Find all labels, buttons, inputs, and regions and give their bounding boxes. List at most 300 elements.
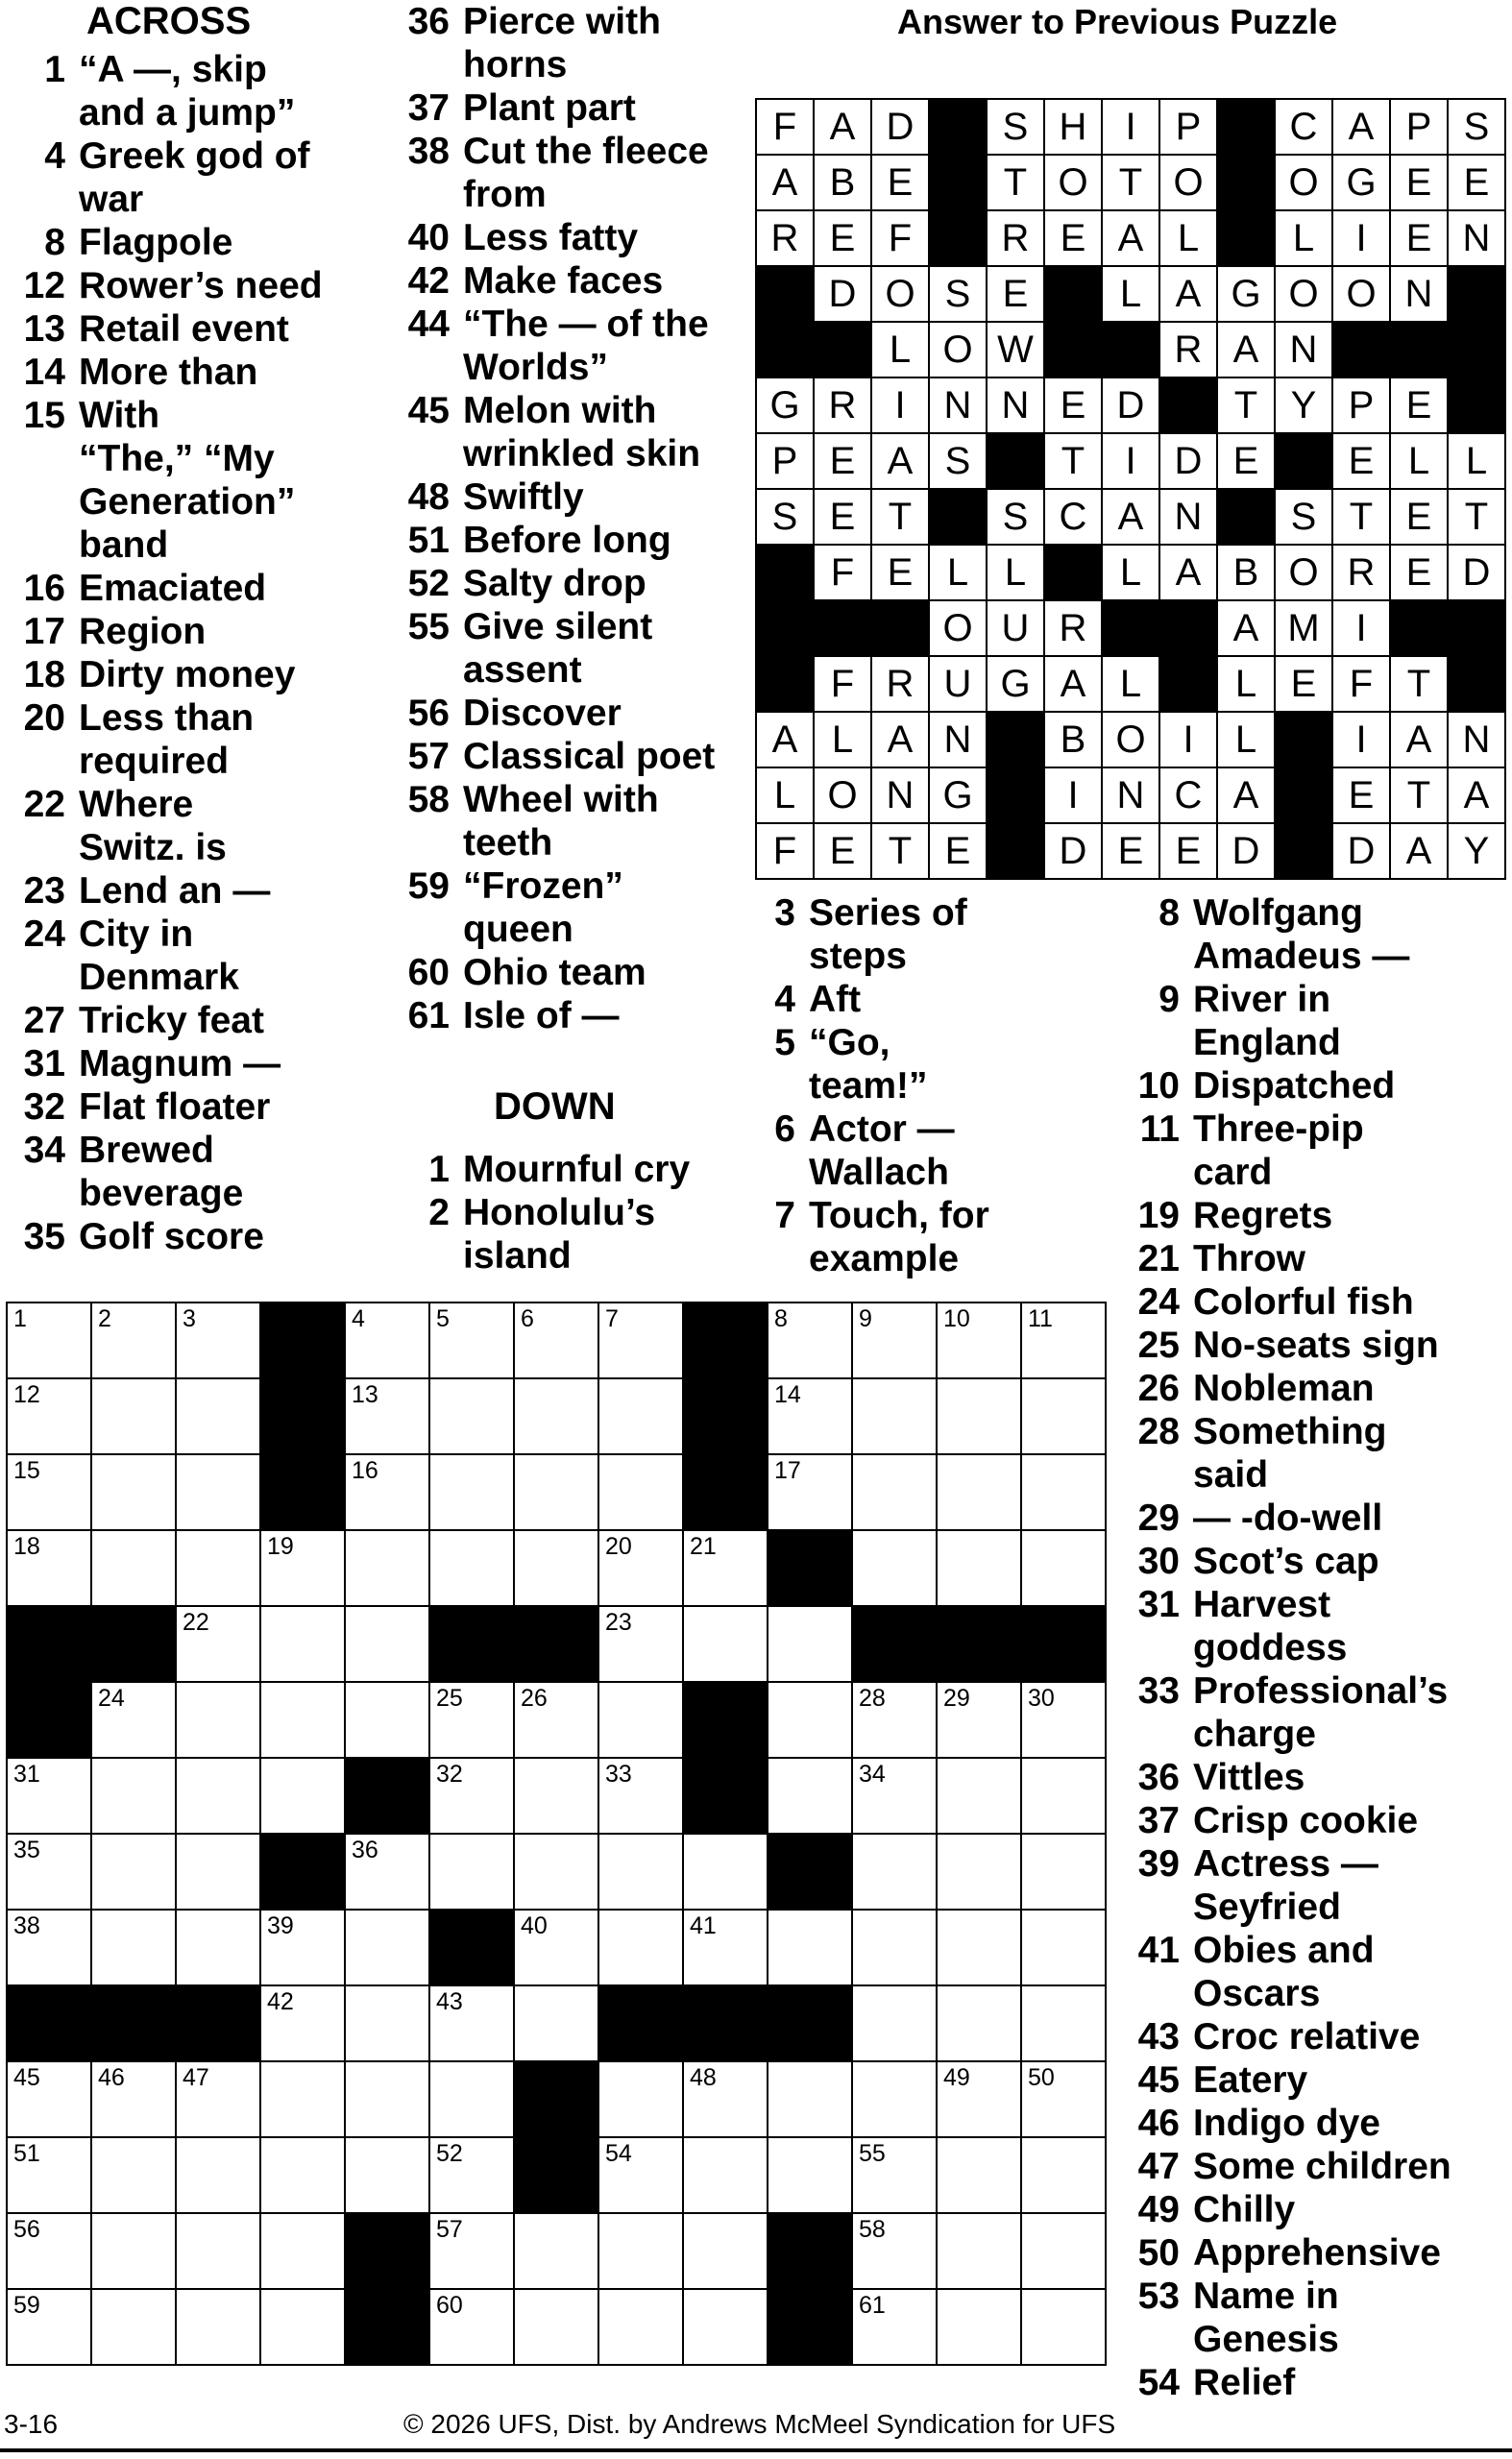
puzzle-cell[interactable]: [345, 1834, 429, 1910]
puzzle-cell[interactable]: [176, 1834, 260, 1910]
cell-number: 4: [352, 1305, 365, 1332]
across-clue-15: [10, 394, 384, 567]
clue-number: 45: [1137, 2059, 1180, 2101]
clue-text-line: Discover: [463, 693, 622, 734]
black-square: [929, 155, 987, 210]
puzzle-cell[interactable]: [937, 2289, 1021, 2365]
puzzle-cell[interactable]: [768, 1606, 852, 1682]
puzzle-cell[interactable]: [768, 1682, 852, 1758]
puzzle-cell[interactable]: [852, 1378, 937, 1454]
cell-number: 35: [13, 1837, 40, 1863]
puzzle-cell[interactable]: [176, 1378, 260, 1454]
puzzle-cell[interactable]: [7, 1303, 91, 1378]
clue-text-line: “Frozen”: [463, 865, 623, 907]
puzzle-cell[interactable]: [1021, 2289, 1106, 2365]
across-clue-61: [394, 994, 768, 1037]
clue-text-line: Some children: [1193, 2146, 1451, 2187]
clue-text-line: Something: [1193, 1411, 1387, 1452]
puzzle-cell[interactable]: [598, 1910, 683, 1985]
puzzle-cell[interactable]: [1021, 1834, 1106, 1910]
puzzle-cell[interactable]: [768, 1758, 852, 1834]
answer-cell: L: [987, 545, 1044, 600]
puzzle-cell[interactable]: [937, 1303, 1021, 1378]
puzzle-cell[interactable]: [91, 1910, 176, 1985]
puzzle-cell[interactable]: [91, 1682, 176, 1758]
puzzle-cell[interactable]: [514, 1985, 598, 2061]
cell-number: 48: [690, 2064, 717, 2091]
puzzle-cell[interactable]: [429, 1985, 514, 2061]
puzzle-cell[interactable]: [683, 2137, 768, 2213]
clue-text-line: Dispatched: [1193, 1065, 1396, 1107]
puzzle-cell[interactable]: [345, 1985, 429, 2061]
puzzle-cell[interactable]: [852, 1682, 937, 1758]
cell-number: 54: [605, 2140, 632, 2167]
down-clue-50: [1124, 2231, 1499, 2275]
cell-number: 2: [98, 1305, 111, 1332]
puzzle-cell[interactable]: [598, 1606, 683, 1682]
clue-text-line: More than: [79, 352, 258, 393]
puzzle-cell[interactable]: [176, 1910, 260, 1985]
down-clue-4: [740, 978, 1114, 1021]
puzzle-cell[interactable]: [852, 1758, 937, 1834]
across-clue-56: [394, 692, 768, 735]
puzzle-row: [7, 1682, 1106, 1758]
puzzle-cell[interactable]: [176, 2213, 260, 2289]
clue-number: 50: [1137, 2232, 1180, 2274]
puzzle-cell[interactable]: [429, 1454, 514, 1530]
puzzle-cell[interactable]: [598, 2289, 683, 2365]
answer-cell: G: [1332, 155, 1390, 210]
puzzle-cell[interactable]: [852, 1454, 937, 1530]
puzzle-cell[interactable]: [7, 2137, 91, 2213]
black-square: [1217, 489, 1275, 545]
puzzle-cell[interactable]: [176, 2061, 260, 2137]
answer-cell: P: [1159, 99, 1217, 155]
answer-cell: E: [871, 155, 929, 210]
answer-cell: R: [756, 210, 814, 266]
down-clue-36: [1124, 1756, 1499, 1799]
puzzle-cell[interactable]: [937, 1378, 1021, 1454]
puzzle-cell[interactable]: [429, 2213, 514, 2289]
clue-number: 51: [407, 520, 450, 561]
puzzle-cell[interactable]: [514, 1910, 598, 1985]
puzzle-cell[interactable]: [852, 1303, 937, 1378]
puzzle-cell[interactable]: [514, 1682, 598, 1758]
puzzle-cell[interactable]: [683, 2213, 768, 2289]
clue-number: 37: [407, 87, 450, 129]
puzzle-cell[interactable]: [429, 2061, 514, 2137]
footer-left: 3-16: [4, 2409, 59, 2439]
clue-number: 36: [407, 1, 450, 42]
clue-text-line: Vittles: [1193, 1757, 1305, 1798]
puzzle-cell[interactable]: [7, 1834, 91, 1910]
cell-number: 10: [943, 1305, 970, 1332]
across-clue-17: [10, 610, 384, 653]
puzzle-cell[interactable]: [176, 1606, 260, 1682]
puzzle-cell[interactable]: [937, 1682, 1021, 1758]
answer-cell: N: [1159, 489, 1217, 545]
answer-cell: F: [1332, 656, 1390, 712]
clue-number: 6: [774, 1108, 795, 1150]
clue-text-line: Cut the fleece: [463, 131, 709, 172]
answer-cell: A: [1390, 712, 1448, 767]
across-clue-52: [394, 562, 768, 605]
puzzle-cell[interactable]: [429, 1303, 514, 1378]
answer-cell: D: [1448, 545, 1505, 600]
answer-cell: G: [987, 656, 1044, 712]
puzzle-row: [7, 2213, 1106, 2289]
puzzle-cell[interactable]: [598, 2061, 683, 2137]
answer-cell: B: [1217, 545, 1275, 600]
clue-text-line: island: [463, 1235, 572, 1277]
answer-cell: E: [1390, 377, 1448, 433]
puzzle-cell[interactable]: [598, 2213, 683, 2289]
puzzle-cell[interactable]: [598, 1303, 683, 1378]
puzzle-cell[interactable]: [768, 2137, 852, 2213]
puzzle-cell[interactable]: [260, 2289, 345, 2365]
puzzle-cell[interactable]: [852, 1910, 937, 1985]
puzzle-cell[interactable]: [514, 1758, 598, 1834]
puzzle-cell[interactable]: [429, 2137, 514, 2213]
puzzle-cell[interactable]: [429, 2289, 514, 2365]
puzzle-cell[interactable]: [514, 1378, 598, 1454]
puzzle-cell[interactable]: [768, 1303, 852, 1378]
puzzle-cell[interactable]: [345, 2061, 429, 2137]
clue-text-line: beverage: [79, 1173, 244, 1214]
puzzle-cell[interactable]: [345, 1682, 429, 1758]
down-clue-53: [1124, 2275, 1499, 2361]
puzzle-cell[interactable]: [1021, 2213, 1106, 2289]
clue-text-line: Flagpole: [79, 222, 233, 263]
puzzle-cell[interactable]: [429, 1834, 514, 1910]
puzzle-cell[interactable]: [429, 1682, 514, 1758]
puzzle-cell[interactable]: [683, 2289, 768, 2365]
puzzle-cell[interactable]: [514, 1303, 598, 1378]
clue-text-line: Regrets: [1193, 1195, 1333, 1236]
puzzle-cell[interactable]: [345, 1910, 429, 1985]
puzzle-cell[interactable]: [91, 1378, 176, 1454]
across-clue-13: [10, 307, 384, 351]
puzzle-cell[interactable]: [683, 2061, 768, 2137]
clue-number: 12: [23, 265, 65, 306]
puzzle-cell[interactable]: [176, 1530, 260, 1606]
clue-number: 31: [1137, 1584, 1180, 1625]
puzzle-cell[interactable]: [852, 2061, 937, 2137]
puzzle-cell[interactable]: [260, 1985, 345, 2061]
clue-number: 57: [407, 736, 450, 777]
puzzle-cell[interactable]: [176, 2289, 260, 2365]
clue-number: 56: [407, 693, 450, 734]
puzzle-cell[interactable]: [937, 2137, 1021, 2213]
puzzle-cell[interactable]: [852, 2289, 937, 2365]
puzzle-cell[interactable]: [768, 1910, 852, 1985]
black-square: [7, 1682, 91, 1758]
clue-number: 24: [23, 913, 65, 955]
clue-text-line: said: [1193, 1454, 1269, 1496]
puzzle-cell[interactable]: [598, 1834, 683, 1910]
puzzle-row: [7, 1758, 1106, 1834]
clue-number: 19: [1137, 1195, 1180, 1236]
answer-cell: A: [871, 433, 929, 489]
clue-number: 22: [23, 784, 65, 825]
puzzle-cell[interactable]: [852, 1985, 937, 2061]
across-clue-38: [394, 130, 768, 216]
puzzle-cell[interactable]: [1021, 2137, 1106, 2213]
cell-number: 24: [98, 1685, 125, 1712]
puzzle-cell[interactable]: [937, 1758, 1021, 1834]
puzzle-cell[interactable]: [937, 1910, 1021, 1985]
black-square: [1448, 600, 1505, 656]
clue-text-line: “The,” “My: [79, 438, 275, 479]
puzzle-cell[interactable]: [260, 2213, 345, 2289]
puzzle-cell[interactable]: [91, 2289, 176, 2365]
black-square: [1332, 322, 1390, 377]
clue-text-line: goddess: [1193, 1627, 1348, 1668]
puzzle-cell[interactable]: [937, 1834, 1021, 1910]
puzzle-cell[interactable]: [260, 1606, 345, 1682]
puzzle-cell[interactable]: [598, 2137, 683, 2213]
puzzle-cell[interactable]: [768, 2061, 852, 2137]
puzzle-cell[interactable]: [514, 2289, 598, 2365]
puzzle-cell[interactable]: [91, 1530, 176, 1606]
clue-number: 26: [1137, 1368, 1180, 1409]
puzzle-cell[interactable]: [1021, 2061, 1106, 2137]
black-square: [1275, 433, 1332, 489]
clue-number: 20: [23, 697, 65, 739]
puzzle-cell[interactable]: [1021, 1303, 1106, 1378]
answer-row: [756, 377, 1505, 433]
puzzle-cell[interactable]: [260, 1758, 345, 1834]
clue-text-line: card: [1193, 1152, 1273, 1193]
puzzle-cell[interactable]: [7, 1910, 91, 1985]
puzzle-cell[interactable]: [768, 1454, 852, 1530]
clue-text-line: Actor —: [809, 1108, 955, 1150]
black-square: [1102, 600, 1159, 656]
clue-text-line: Colorful fish: [1193, 1281, 1414, 1323]
answer-cell: I: [1332, 712, 1390, 767]
puzzle-cell[interactable]: [7, 1378, 91, 1454]
black-square: [1217, 155, 1275, 210]
puzzle-cell[interactable]: [598, 1454, 683, 1530]
answer-cell: N: [929, 377, 987, 433]
across-clue-44: [394, 303, 768, 389]
black-square: [91, 1606, 176, 1682]
down-clue-11: [1124, 1108, 1499, 1194]
answer-cell: D: [1159, 433, 1217, 489]
answer-cell: S: [1448, 99, 1505, 155]
clue-text-line: With: [79, 395, 160, 436]
down-clue-26: [1124, 1367, 1499, 1410]
black-square: [683, 1985, 768, 2061]
puzzle-cell[interactable]: [514, 1834, 598, 1910]
puzzle-cell[interactable]: [429, 1378, 514, 1454]
puzzle-cell[interactable]: [937, 1985, 1021, 2061]
black-square: [1159, 656, 1217, 712]
puzzle-cell[interactable]: [91, 1454, 176, 1530]
puzzle-cell[interactable]: [852, 1530, 937, 1606]
answer-row: [756, 767, 1505, 823]
puzzle-cell[interactable]: [91, 1303, 176, 1378]
black-square: [1275, 823, 1332, 879]
answer-cell: T: [1448, 489, 1505, 545]
puzzle-cell[interactable]: [260, 1682, 345, 1758]
down-clue-47: [1124, 2145, 1499, 2188]
clue-number: 16: [23, 568, 65, 609]
puzzle-cell[interactable]: [176, 1758, 260, 1834]
puzzle-cell[interactable]: [937, 2061, 1021, 2137]
black-square: [756, 545, 814, 600]
puzzle-row: [7, 1454, 1106, 1530]
puzzle-cell[interactable]: [1021, 1530, 1106, 1606]
puzzle-cell[interactable]: [598, 1378, 683, 1454]
clue-number: 52: [407, 563, 450, 604]
puzzle-cell[interactable]: [176, 1303, 260, 1378]
puzzle-cell[interactable]: [1021, 1758, 1106, 1834]
puzzle-cell[interactable]: [176, 1454, 260, 1530]
cell-number: 14: [774, 1381, 801, 1408]
puzzle-cell[interactable]: [1021, 1454, 1106, 1530]
answer-cell: E: [1275, 656, 1332, 712]
puzzle-row: [7, 2061, 1106, 2137]
puzzle-cell[interactable]: [598, 1758, 683, 1834]
puzzle-cell[interactable]: [683, 1910, 768, 1985]
answer-cell: H: [1044, 99, 1102, 155]
puzzle-cell[interactable]: [429, 1758, 514, 1834]
puzzle-cell[interactable]: [345, 2137, 429, 2213]
clue-number: 42: [407, 260, 450, 302]
puzzle-cell[interactable]: [7, 1758, 91, 1834]
cell-number: 32: [436, 1761, 463, 1788]
clue-text-line: Less than: [79, 697, 255, 739]
puzzle-cell[interactable]: [683, 1606, 768, 1682]
black-square: [1021, 1606, 1106, 1682]
black-square: [683, 1378, 768, 1454]
puzzle-cell[interactable]: [514, 2213, 598, 2289]
cell-number: 33: [605, 1761, 632, 1788]
answer-cell: T: [1044, 433, 1102, 489]
puzzle-cell[interactable]: [91, 2061, 176, 2137]
black-square: [1217, 99, 1275, 155]
answer-cell: L: [756, 767, 814, 823]
clue-text-line: Tricky feat: [79, 1000, 264, 1041]
puzzle-cell[interactable]: [7, 2289, 91, 2365]
puzzle-cell[interactable]: [937, 1530, 1021, 1606]
clue-text-line: Retail event: [79, 308, 289, 350]
clue-text-line: teeth: [463, 822, 553, 864]
puzzle-cell[interactable]: [1021, 1682, 1106, 1758]
puzzle-cell[interactable]: [768, 1378, 852, 1454]
puzzle-cell[interactable]: [852, 1834, 937, 1910]
puzzle-row: [7, 1530, 1106, 1606]
puzzle-cell[interactable]: [345, 1454, 429, 1530]
puzzle-cell[interactable]: [7, 1454, 91, 1530]
down-clue-33: [1124, 1669, 1499, 1756]
puzzle-cell[interactable]: [7, 2061, 91, 2137]
puzzle-cell[interactable]: [683, 1834, 768, 1910]
clue-number: 9: [1158, 979, 1180, 1020]
puzzle-row: [7, 1303, 1106, 1378]
answer-cell: O: [1332, 266, 1390, 322]
answer-row: [756, 656, 1505, 712]
puzzle-cell[interactable]: [91, 2213, 176, 2289]
answer-cell: S: [1275, 489, 1332, 545]
clue-text-line: Classical poet: [463, 736, 716, 777]
clue-text-line: Isle of —: [463, 995, 620, 1036]
answer-cell: N: [1390, 266, 1448, 322]
clue-number: 31: [23, 1043, 65, 1084]
puzzle-cell[interactable]: [852, 2213, 937, 2289]
puzzle-cell[interactable]: [1021, 1985, 1106, 2061]
puzzle-cell[interactable]: [514, 1454, 598, 1530]
black-square: [260, 1378, 345, 1454]
across-clue-20: [10, 696, 384, 783]
puzzle-cell[interactable]: [91, 2137, 176, 2213]
clue-text-line: Obies and: [1193, 1930, 1375, 1971]
down-clue-1: [394, 1148, 768, 1191]
puzzle-cell[interactable]: [345, 1303, 429, 1378]
cell-number: 8: [774, 1305, 788, 1332]
clue-text-line: England: [1193, 1022, 1341, 1063]
puzzle-cell[interactable]: [91, 1834, 176, 1910]
answer-cell: T: [1332, 489, 1390, 545]
puzzle-cell[interactable]: [345, 1378, 429, 1454]
cell-number: 6: [521, 1305, 534, 1332]
puzzle-cell[interactable]: [1021, 1910, 1106, 1985]
puzzle-cell[interactable]: [91, 1758, 176, 1834]
black-square: [814, 322, 871, 377]
across-clue-4: [10, 134, 384, 221]
puzzle-cell[interactable]: [852, 2137, 937, 2213]
puzzle-cell[interactable]: [260, 1910, 345, 1985]
puzzle-cell[interactable]: [260, 2061, 345, 2137]
answer-cell: A: [1217, 600, 1275, 656]
puzzle-cell[interactable]: [345, 1606, 429, 1682]
clue-number: 7: [774, 1195, 795, 1236]
puzzle-cell[interactable]: [176, 1682, 260, 1758]
answer-cell: E: [1044, 210, 1102, 266]
answer-grid: [755, 98, 1506, 880]
puzzle-cell[interactable]: [176, 2137, 260, 2213]
answer-cell: N: [871, 767, 929, 823]
black-square: [345, 1758, 429, 1834]
puzzle-cell[interactable]: [598, 1530, 683, 1606]
clue-text-line: Wolfgang: [1193, 892, 1363, 934]
puzzle-cell[interactable]: [429, 1530, 514, 1606]
answer-cell: L: [1102, 545, 1159, 600]
black-square: [756, 656, 814, 712]
clue-text-line: “A —, skip: [79, 49, 267, 90]
answer-cell: D: [814, 266, 871, 322]
puzzle-cell[interactable]: [7, 2213, 91, 2289]
clue-number: 41: [1137, 1930, 1180, 1971]
answer-cell: I: [1044, 767, 1102, 823]
clue-number: 59: [407, 865, 450, 907]
down-clue-49: [1124, 2188, 1499, 2231]
puzzle-cell[interactable]: [7, 1530, 91, 1606]
puzzle-cell[interactable]: [683, 1530, 768, 1606]
puzzle-cell[interactable]: [937, 2213, 1021, 2289]
puzzle-cell[interactable]: [514, 1530, 598, 1606]
clue-text-line: wrinkled skin: [463, 433, 701, 475]
puzzle-cell[interactable]: [260, 2137, 345, 2213]
clue-number: 53: [1137, 2276, 1180, 2317]
puzzle-cell[interactable]: [260, 1530, 345, 1606]
puzzle-cell[interactable]: [345, 1530, 429, 1606]
puzzle-cell[interactable]: [1021, 1378, 1106, 1454]
puzzle-cell[interactable]: [598, 1682, 683, 1758]
puzzle-cell[interactable]: [937, 1454, 1021, 1530]
clue-number: 35: [23, 1216, 65, 1257]
